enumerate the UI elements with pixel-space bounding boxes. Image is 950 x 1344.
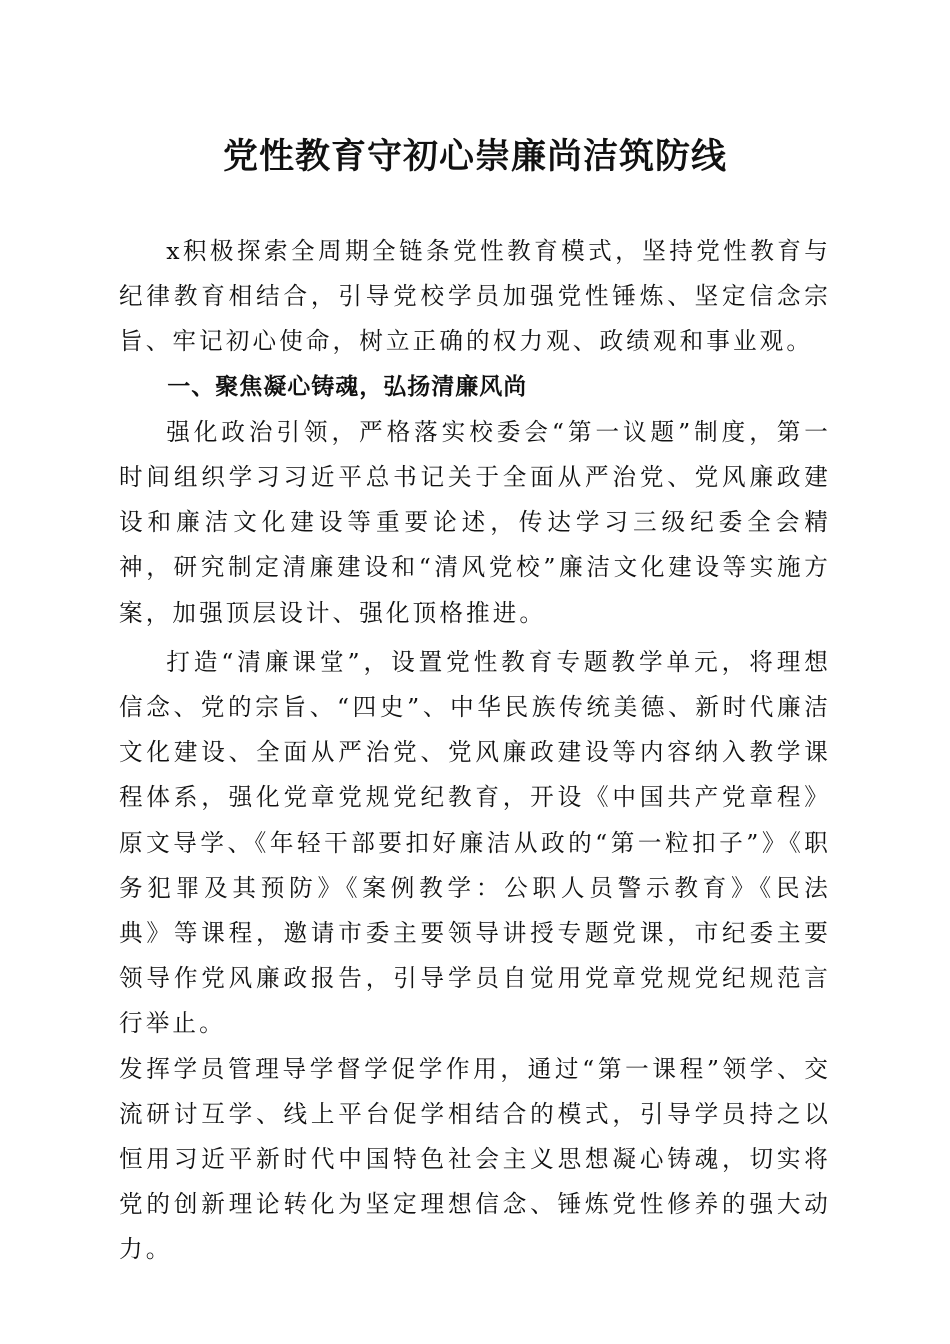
body-paragraph-3: 发挥学员管理导学督学促学作用，通过“第一课程”领学、交流研讨互学、线上平台促学相结合的模式，引导学员持之以恒用习近平新时代中国特色社会主义思想凝心铸魂，切实将党的创新理论转化为坚定理想信念、锤炼党性修养的强大动力。	[119, 1054, 831, 1264]
body-paragraph-1: 强化政治引领，严格落实校委会“第一议题”制度，第一时间组织学习习近平总书记关于全面从严治党、党风廉政建设和廉洁文化建设等重要论述，传达学习三级纪委全会精神，研究制定清廉建设和“清风党校”廉洁文化建设等实施方案，加强顶层设计、强化顶格推进。	[119, 417, 831, 627]
document-body	[119, 229, 831, 1273]
body-paragraph-2: 打造“清廉课堂”，设置党性教育专题教学单元，将理想信念、党的宗旨、“四史”、中华民族传统美德、新时代廉洁文化建设、全面从严治党、党风廉政建设等内容纳入教学课程体系，强化党章党规党纪教育，开设《中国共产党章程》原文导学、《年轻干部要扣好廉洁从政的“第一粒扣子”》《职务犯罪及其预防》《案例教学：公职人员警示教育》《民法典》等课程，邀请市委主要领导讲授专题党课，市纪委主要领导作党风廉政报告，引导学员自觉用党章党规党纪规范言行举止。	[119, 647, 831, 1038]
intro-paragraph: x积极探索全周期全链条党性教育模式，坚持党性教育与纪律教育相结合，引导党校学员加强党性锤炼、坚定信念宗旨、牢记初心使命，树立正确的权力观、政绩观和事业观。	[119, 237, 831, 356]
document-title: 党性教育守初心崇廉尚洁筑防线	[222, 136, 727, 177]
section-heading: 一、聚焦凝心铸魂，弘扬清廉风尚	[167, 373, 528, 400]
